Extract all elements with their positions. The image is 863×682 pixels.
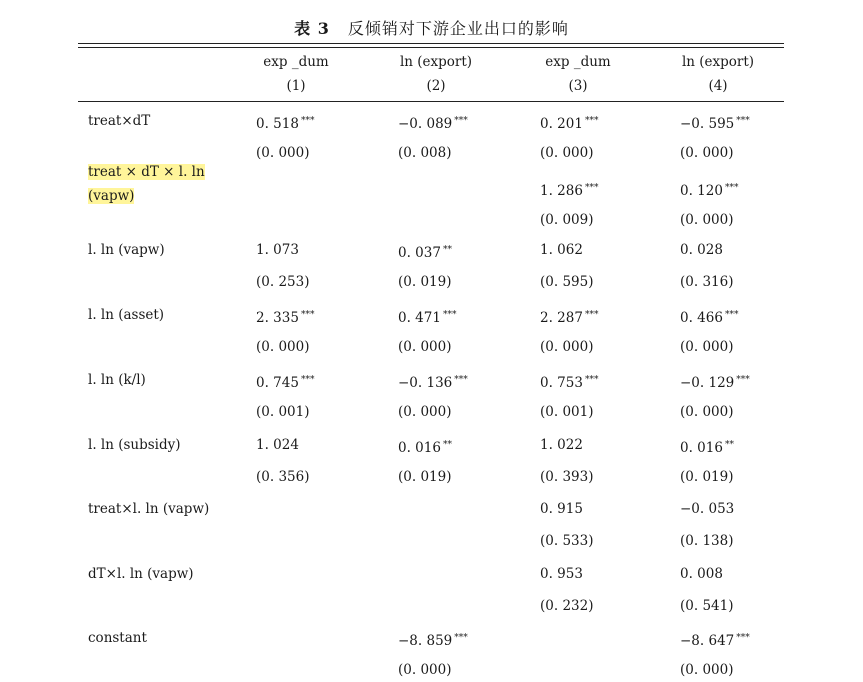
coef-cell [256, 241, 299, 259]
p-value-cell: (0. 541) [680, 598, 734, 614]
significance-stars: *** [300, 375, 315, 385]
row-label: l. ln (vapw) [88, 242, 165, 258]
row-label: l. ln (asset) [88, 307, 165, 323]
coef-value: 0. 518 [256, 116, 299, 132]
p-value-cell: (0. 316) [680, 274, 734, 290]
row-label-line1: treat × dT × l. ln [88, 164, 205, 180]
row-label: dT×l. ln (vapw) [88, 566, 194, 582]
coef-value: 0. 016 [680, 440, 723, 456]
significance-stars: ** [724, 440, 734, 450]
coef-value: 0. 037 [398, 245, 441, 261]
coef-value: −8. 647 [680, 633, 735, 649]
row-label: treat×dT [88, 113, 151, 129]
coef-value: 2. 287 [540, 310, 583, 326]
header-rule [78, 101, 784, 102]
col3-number: (3) [568, 78, 588, 94]
p-value-cell: (0. 009) [540, 212, 594, 228]
coef-value: −0. 129 [680, 375, 735, 391]
coef-cell [540, 500, 583, 518]
p-value-cell: (0. 000) [398, 339, 452, 355]
top-rule [78, 43, 784, 44]
significance-stars: *** [736, 116, 750, 126]
coef-cell [398, 306, 456, 327]
p-value-cell: (0. 000) [680, 404, 734, 420]
row-label: l. ln (k/l) [88, 372, 146, 388]
significance-stars: *** [584, 183, 599, 193]
table-caption: 反倾销对下游企业出口的影响 [347, 19, 569, 38]
coef-cell [540, 241, 583, 259]
row-label-cont [88, 187, 134, 205]
coef-value: −0. 595 [680, 116, 735, 132]
significance-stars: *** [584, 116, 599, 126]
coef-value: 0. 016 [398, 440, 441, 456]
coef-value: −8. 859 [398, 633, 453, 649]
coef-cell [398, 112, 468, 133]
row-label: treat×l. ln (vapw) [88, 501, 210, 517]
coef-cell [398, 436, 452, 457]
p-value-cell: (0. 000) [398, 404, 452, 420]
p-value-cell: (0. 232) [540, 598, 594, 614]
col2-name: ln (export) [399, 54, 473, 70]
coef-value: −0. 053 [680, 501, 735, 517]
coef-value: 0. 120 [680, 183, 723, 199]
coef-cell [540, 436, 583, 454]
p-value-cell: (0. 000) [680, 145, 734, 161]
top-rule-double [78, 47, 784, 48]
coef-value: 0. 008 [680, 566, 723, 582]
p-value-cell: (0. 356) [256, 469, 310, 485]
row-label: l. ln (subsidy) [88, 437, 181, 453]
coef-cell [680, 436, 734, 457]
p-value-cell: (0. 019) [680, 469, 734, 485]
coef-value: −0. 089 [398, 116, 453, 132]
row-label: constant [88, 630, 147, 646]
significance-stars: ** [442, 245, 452, 255]
coef-cell [398, 371, 468, 392]
coef-value: 1. 022 [540, 437, 583, 453]
significance-stars: *** [300, 310, 315, 320]
col4-number: (4) [708, 78, 728, 94]
coef-value: 1. 062 [540, 242, 583, 258]
coef-value: 0. 466 [680, 310, 723, 326]
table-number: 表 3 [294, 19, 330, 38]
coef-cell [680, 306, 738, 327]
p-value-cell: (0. 000) [398, 662, 452, 678]
significance-stars: *** [442, 310, 457, 320]
coef-cell [256, 112, 314, 133]
p-value-cell: (0. 595) [540, 274, 594, 290]
coef-value: 0. 953 [540, 566, 583, 582]
col1-name: exp _dum [263, 54, 329, 70]
table-title [0, 16, 863, 39]
coef-cell [256, 371, 314, 392]
coef-value: 2. 335 [256, 310, 299, 326]
p-value-cell: (0. 001) [256, 404, 310, 420]
col4-name: ln (export) [681, 54, 755, 70]
significance-stars: ** [442, 440, 452, 450]
coef-cell [256, 306, 314, 327]
col3-name: exp _dum [545, 54, 611, 70]
p-value-cell: (0. 253) [256, 274, 310, 290]
coef-cell [540, 371, 598, 392]
coef-cell [398, 629, 468, 650]
coef-cell [680, 629, 750, 650]
coef-cell [540, 565, 583, 583]
p-value-cell: (0. 000) [680, 339, 734, 355]
coef-value: 0. 915 [540, 501, 583, 517]
significance-stars: *** [736, 375, 750, 385]
coef-cell [540, 306, 598, 327]
coef-cell [540, 179, 598, 200]
significance-stars: *** [454, 633, 468, 643]
coef-cell [680, 565, 723, 583]
significance-stars: *** [454, 375, 468, 385]
p-value-cell: (0. 000) [680, 662, 734, 678]
p-value-cell: (0. 019) [398, 469, 452, 485]
p-value-cell: (0. 000) [256, 339, 310, 355]
coef-value: 0. 753 [540, 375, 583, 391]
row-label-line2: (vapw) [88, 188, 135, 204]
row-label [88, 163, 205, 181]
significance-stars: *** [736, 633, 750, 643]
coef-cell [256, 436, 299, 454]
significance-stars: *** [584, 310, 599, 320]
significance-stars: *** [454, 116, 468, 126]
coef-cell [398, 241, 452, 262]
coef-value: −0. 136 [398, 375, 453, 391]
coef-cell [680, 500, 734, 518]
p-value-cell: (0. 000) [680, 212, 734, 228]
significance-stars: *** [724, 310, 739, 320]
coef-value: 0. 028 [680, 242, 723, 258]
p-value-cell: (0. 138) [680, 533, 734, 549]
coef-value: 0. 745 [256, 375, 299, 391]
coef-value: 1. 024 [256, 437, 299, 453]
coef-cell [680, 112, 750, 133]
coef-value: 1. 286 [540, 183, 583, 199]
significance-stars: *** [300, 116, 315, 126]
coef-value: 0. 471 [398, 310, 441, 326]
p-value-cell: (0. 008) [398, 145, 452, 161]
p-value-cell: (0. 001) [540, 404, 594, 420]
p-value-cell: (0. 019) [398, 274, 452, 290]
significance-stars: *** [724, 183, 739, 193]
p-value-cell: (0. 000) [256, 145, 310, 161]
coef-cell [680, 371, 750, 392]
p-value-cell: (0. 393) [540, 469, 594, 485]
p-value-cell: (0. 000) [540, 339, 594, 355]
coef-value: 0. 201 [540, 116, 583, 132]
col2-number: (2) [426, 78, 446, 94]
coef-cell [540, 112, 598, 133]
coef-cell [680, 179, 738, 200]
p-value-cell: (0. 533) [540, 533, 594, 549]
significance-stars: *** [584, 375, 599, 385]
coef-cell [680, 241, 723, 259]
coef-value: 1. 073 [256, 242, 299, 258]
p-value-cell: (0. 000) [540, 145, 594, 161]
col1-number: (1) [286, 78, 306, 94]
